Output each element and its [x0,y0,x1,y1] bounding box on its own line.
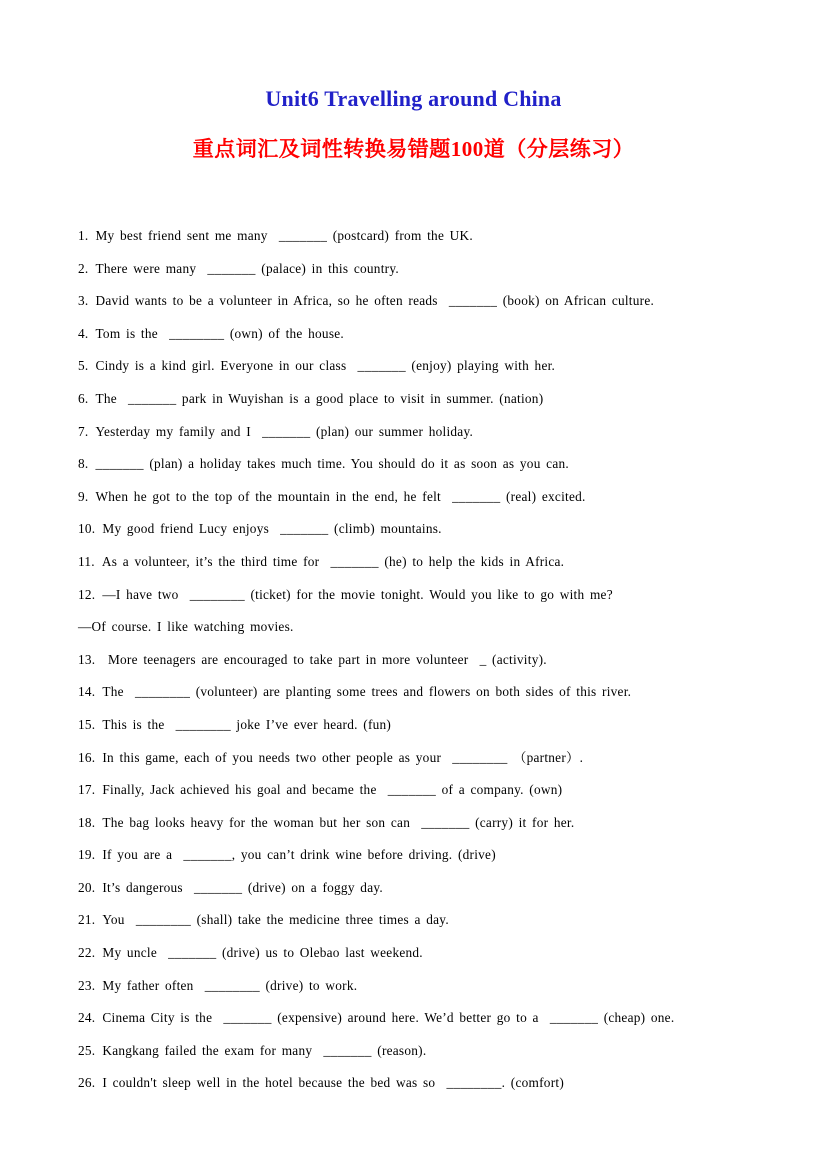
question-text: Kangkang failed the exam for many _______ (reason). [102,1042,427,1058]
question-text: It’s dangerous _______ (drive) on a foggy day. [102,879,383,895]
question-text: Cindy is a kind girl. Everyone in our class _______ (enjoy) playing with her. [95,358,556,374]
question-text: More teenagers are encouraged to take part in more volunteer _ (activity). [102,651,547,667]
question-number: 15. [78,716,96,732]
question-text: My uncle _______ (drive) us to Olebao last weekend. [102,945,423,961]
question-number: 26. [78,1075,96,1091]
question-item [78,839,749,872]
question-text: As a volunteer, it’s the third time for _______ (he) to help the kids in Africa. [101,553,565,569]
question-text: —Of course. I like watching movies. [78,619,294,635]
question-number: 4. [78,325,89,341]
question-text: You ________ (shall) take the medicine three times a day. [102,912,449,928]
question-item [78,970,749,1003]
question-number: 13. [78,651,96,667]
question-number: 22. [78,945,96,961]
question-number: 3. [78,293,89,309]
question-text: —I have two ________ (ticket) for the movie tonight. Would you like to go with me? [102,586,613,602]
question-item [78,937,749,970]
question-text: There were many _______ (palace) in this country. [95,260,399,276]
question-item [78,1002,749,1035]
question-number: 2. [78,260,89,276]
question-number: 6. [78,390,89,406]
question-item [78,513,749,546]
question-number: 5. [78,358,89,374]
question-number: 11. [78,553,95,569]
question-text: My good friend Lucy enjoys _______ (climb) mountains. [102,521,442,537]
question-number: 17. [78,782,96,798]
question-text: My best friend sent me many _______ (postcard) from the UK. [95,228,473,243]
page-subtitle: 重点词汇及词性转换易错题100道（分层练习） [192,137,635,161]
question-item [78,285,749,318]
question-item [78,904,749,937]
question-item [78,546,749,579]
question-text: In this game, each of you needs two other people as your ________ （partner）. [102,749,584,765]
question-item [78,481,749,514]
question-item [78,1067,749,1100]
question-number: 25. [78,1042,96,1058]
question-text: Tom is the ________ (own) of the house. [95,325,344,341]
question-text: If you are a _______, you can’t drink wine before driving. (drive) [102,847,496,863]
question-item [78,872,749,905]
question-text: Yesterday my family and I _______ (plan) our summer holiday. [95,423,474,439]
question-item [78,579,749,612]
question-number: 10. [78,521,96,537]
question-number: 7. [78,423,89,439]
question-item [78,807,749,840]
question-number: 1. [78,228,89,243]
question-item [78,644,749,677]
question-number: 18. [78,814,96,830]
question-number: 21. [78,912,96,928]
question-continuation [78,611,749,644]
question-text: My father often ________ (drive) to work. [102,977,358,993]
question-number: 19. [78,847,96,863]
question-number: 14. [78,684,96,700]
question-item [78,253,749,286]
question-text: This is the ________ joke I’ve ever heard. (fun) [102,716,392,732]
question-text: The _______ park in Wuyishan is a good place to visit in summer. (nation) [95,390,544,406]
question-text: The ________ (volunteer) are planting some trees and flowers on both sides of this river. [102,684,632,700]
question-number: 20. [78,879,96,895]
question-item [78,318,749,351]
question-list [78,220,749,1100]
question-number: 23. [78,977,96,993]
question-item [78,383,749,416]
question-item [78,416,749,449]
question-number: 16. [78,749,96,765]
question-item [78,448,749,481]
question-item [78,709,749,742]
question-number: 9. [78,488,89,504]
question-item [78,742,749,775]
question-text: Finally, Jack achieved his goal and became the _______ of a company. (own) [102,782,563,798]
question-text: When he got to the top of the mountain in the end, he felt _______ (real) excited. [95,488,586,504]
question-number: 8. [78,456,89,472]
question-text: David wants to be a volunteer in Africa, so he often reads _______ (book) on African culture. [95,293,655,309]
question-text: The bag looks heavy for the woman but her son can _______ (carry) it for her. [102,814,575,830]
question-number: 24. [78,1010,96,1026]
question-item [78,350,749,383]
question-item [78,676,749,709]
question-text: _______ (plan) a holiday takes much time. You should do it as soon as you can. [95,456,569,472]
question-item [78,220,749,253]
question-text: I couldn't sleep well in the hotel because the bed was so ________. (comfort) [102,1075,564,1091]
question-item [78,774,749,807]
question-item [78,1035,749,1068]
question-text: Cinema City is the _______ (expensive) around here. We’d better go to a _______ (cheap) one. [102,1010,675,1026]
question-number: 12. [78,586,96,602]
page-title: Unit6 Travelling around China [265,86,562,111]
